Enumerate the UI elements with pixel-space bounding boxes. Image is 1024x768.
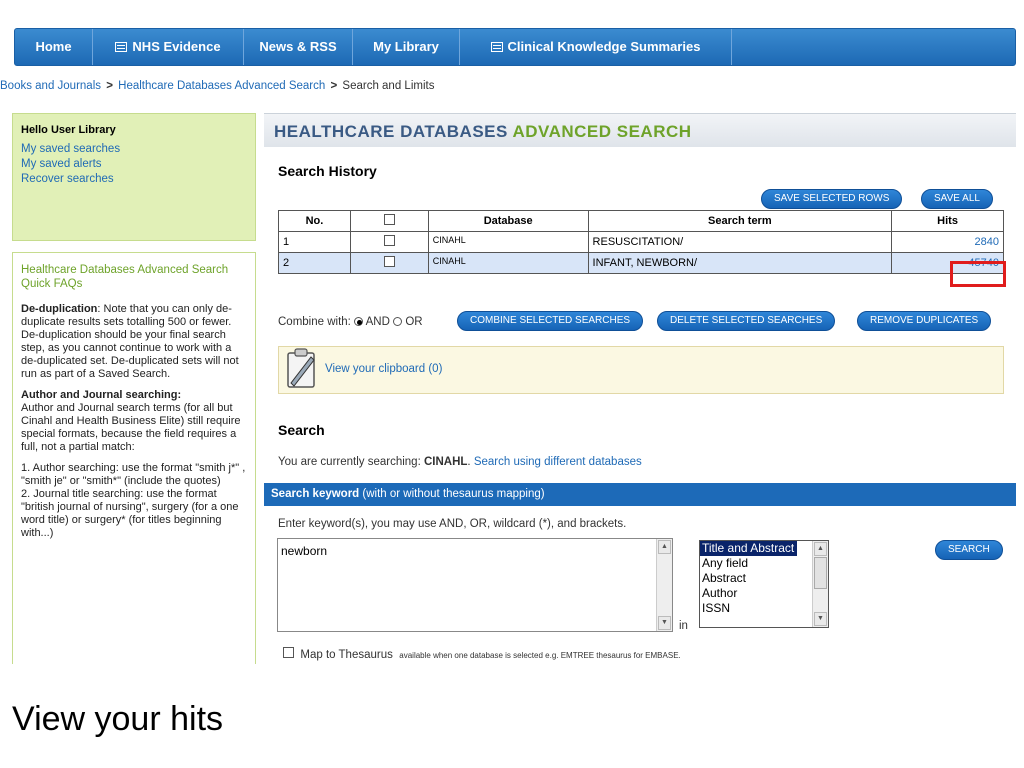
- document-icon: [115, 42, 127, 52]
- col-search-term: Search term: [588, 211, 892, 232]
- faq-panel: [12, 252, 256, 664]
- row-search-term: RESUSCITATION/: [588, 232, 892, 253]
- col-database: Database: [428, 211, 588, 232]
- my-saved-searches-link[interactable]: My saved searches: [21, 143, 121, 155]
- current-database-info: [278, 456, 642, 468]
- nav-my-library[interactable]: [353, 29, 460, 65]
- scroll-up-icon[interactable]: ▲: [814, 542, 827, 556]
- breadcrumb-current: Search and Limits: [342, 80, 435, 92]
- current-suffix: .: [467, 456, 474, 468]
- select-all-checkbox[interactable]: [384, 214, 395, 225]
- greeting: Hello User Library: [21, 124, 116, 136]
- search-button[interactable]: SEARCH: [935, 540, 1003, 560]
- current-database: CINAHL: [423, 456, 468, 468]
- keyword-input[interactable]: [277, 538, 673, 632]
- row-database: CINAHL: [428, 232, 588, 253]
- current-prefix: You are currently searching:: [278, 456, 424, 468]
- faq-title[interactable]: Healthcare Databases Advanced Search Quick FAQs: [21, 264, 229, 290]
- nav-home-label: Home: [35, 39, 72, 54]
- breadcrumb-advanced-search[interactable]: Healthcare Databases Advanced Search: [118, 80, 326, 92]
- row-hits-link[interactable]: 45740: [892, 253, 1004, 274]
- nav-my-library-label: My Library: [373, 39, 439, 54]
- field-option[interactable]: Title and Abstract: [700, 541, 797, 556]
- remove-duplicates-button[interactable]: REMOVE DUPLICATES: [857, 311, 991, 331]
- nav-clinical-knowledge-label: Clinical Knowledge Summaries: [507, 39, 701, 54]
- map-thesaurus-note: available when one database is selected e.g. EMTREE thesaurus for EMBASE.: [399, 651, 681, 660]
- field-option[interactable]: Abstract: [702, 571, 747, 585]
- keyword-bar-subtitle: (with or without thesaurus mapping): [359, 488, 545, 500]
- page-title: [274, 122, 692, 142]
- change-database-link[interactable]: Search using different databases: [473, 456, 642, 468]
- dedup-paragraph: [21, 303, 247, 381]
- combine-row: [278, 316, 423, 328]
- field-option[interactable]: Author: [702, 586, 738, 600]
- dedup-heading: De-duplication: [21, 303, 98, 315]
- and-radio[interactable]: [354, 317, 363, 326]
- save-all-button[interactable]: SAVE ALL: [921, 189, 993, 209]
- col-no: No.: [279, 211, 351, 232]
- delete-selected-searches-button[interactable]: DELETE SELECTED SEARCHES: [657, 311, 835, 331]
- tip-author: 1. Author searching: use the format "smith j*" , "smith je" or "smith*" (include the quotes): [21, 462, 246, 487]
- field-option[interactable]: ISSN: [702, 601, 731, 615]
- search-history-table: [278, 210, 1004, 274]
- scroll-up-icon[interactable]: ▲: [658, 540, 671, 554]
- top-nav: [14, 28, 1016, 66]
- scroll-thumb[interactable]: [814, 557, 827, 589]
- nav-nhs-evidence-label: NHS Evidence: [132, 39, 221, 54]
- row-database: CINAHL: [428, 253, 588, 274]
- hits-highlight-box: [950, 261, 1006, 287]
- breadcrumb: [0, 80, 434, 92]
- clipboard-panel: [278, 346, 1004, 394]
- col-select: [350, 211, 428, 232]
- recover-searches-link[interactable]: Recover searches: [21, 173, 114, 185]
- table-row: [279, 253, 1004, 274]
- in-label: in: [679, 620, 688, 632]
- account-box: [12, 113, 256, 241]
- page-title-part2: ADVANCED SEARCH: [512, 122, 692, 141]
- main-title-bar: [264, 113, 1016, 147]
- map-thesaurus-row: [283, 647, 681, 661]
- keyword-section-bar: [264, 483, 1016, 506]
- nav-news-rss-label: News & RSS: [259, 39, 337, 54]
- breadcrumb-separator: >: [330, 80, 338, 92]
- document-icon: [491, 42, 503, 52]
- nav-home[interactable]: [15, 29, 93, 65]
- field-option[interactable]: Any field: [702, 556, 749, 570]
- dedup-text: : Note that you can only de-duplicate results sets totalling 500 or fewer. De-duplication should be your final search step, as you cannot continue to work with a de-duplicated set. De-duplicated sets will not run as part of a Saved Search.: [21, 303, 239, 380]
- row-checkbox[interactable]: [384, 235, 395, 246]
- nav-news-rss[interactable]: [244, 29, 353, 65]
- view-clipboard-link[interactable]: View your clipboard (0): [325, 363, 443, 375]
- tip-journal: 2. Journal title searching: use the format "british journal of nursing", surgery (for a one word title) or surgery* (for titles beginning with...): [21, 488, 239, 539]
- and-label: AND: [365, 316, 390, 328]
- map-thesaurus-label: Map to Thesaurus: [300, 649, 393, 661]
- scroll-down-icon[interactable]: ▼: [814, 612, 827, 626]
- combine-selected-searches-button[interactable]: COMBINE SELECTED SEARCHES: [457, 311, 643, 331]
- author-heading: Author and Journal searching:: [21, 389, 182, 401]
- row-search-term: INFANT, NEWBORN/: [588, 253, 892, 274]
- slide-caption: View your hits: [12, 700, 224, 738]
- search-field-listbox[interactable]: [699, 540, 829, 628]
- author-text: Author and Journal search terms (for all but Cinahl and Health Business Elite) still require special formats, because the field requires a full, not a partial match:: [21, 402, 241, 453]
- keyword-scrollbar[interactable]: [656, 539, 672, 631]
- row-no: 2: [279, 253, 351, 274]
- keyword-instructions: Enter keyword(s), you may use AND, OR, wildcard (*), and brackets.: [278, 518, 627, 530]
- keyword-bar-title: Search keyword: [271, 488, 360, 500]
- search-heading: Search: [278, 422, 325, 438]
- scroll-down-icon[interactable]: ▼: [658, 616, 671, 630]
- or-label: OR: [405, 316, 423, 328]
- row-select-cell: [350, 232, 428, 253]
- row-no: 1: [279, 232, 351, 253]
- search-history-title: Search History: [278, 163, 377, 179]
- listbox-scrollbar[interactable]: [812, 541, 828, 627]
- nav-clinical-knowledge[interactable]: [460, 29, 732, 65]
- or-radio[interactable]: [393, 317, 402, 326]
- keyword-value: newborn: [281, 544, 328, 558]
- field-option-selected[interactable]: [700, 541, 828, 556]
- my-saved-alerts-link[interactable]: My saved alerts: [21, 158, 102, 170]
- row-checkbox[interactable]: [384, 256, 395, 267]
- table-header-row: [279, 211, 1004, 232]
- col-hits: Hits: [892, 211, 1004, 232]
- row-select-cell: [350, 253, 428, 274]
- row-hits-link[interactable]: 2840: [892, 232, 1004, 253]
- author-paragraph: [21, 389, 247, 454]
- table-row: [279, 232, 1004, 253]
- nav-nhs-evidence[interactable]: [93, 29, 244, 65]
- clipboard-icon: [285, 343, 317, 391]
- breadcrumb-separator: >: [106, 80, 113, 92]
- map-thesaurus-checkbox[interactable]: [283, 647, 294, 658]
- page-title-part1: HEALTHCARE DATABASES: [274, 122, 508, 141]
- combine-label: Combine with:: [278, 316, 351, 328]
- save-selected-rows-button[interactable]: SAVE SELECTED ROWS: [761, 189, 902, 209]
- breadcrumb-books-journals[interactable]: Books and Journals: [0, 80, 102, 92]
